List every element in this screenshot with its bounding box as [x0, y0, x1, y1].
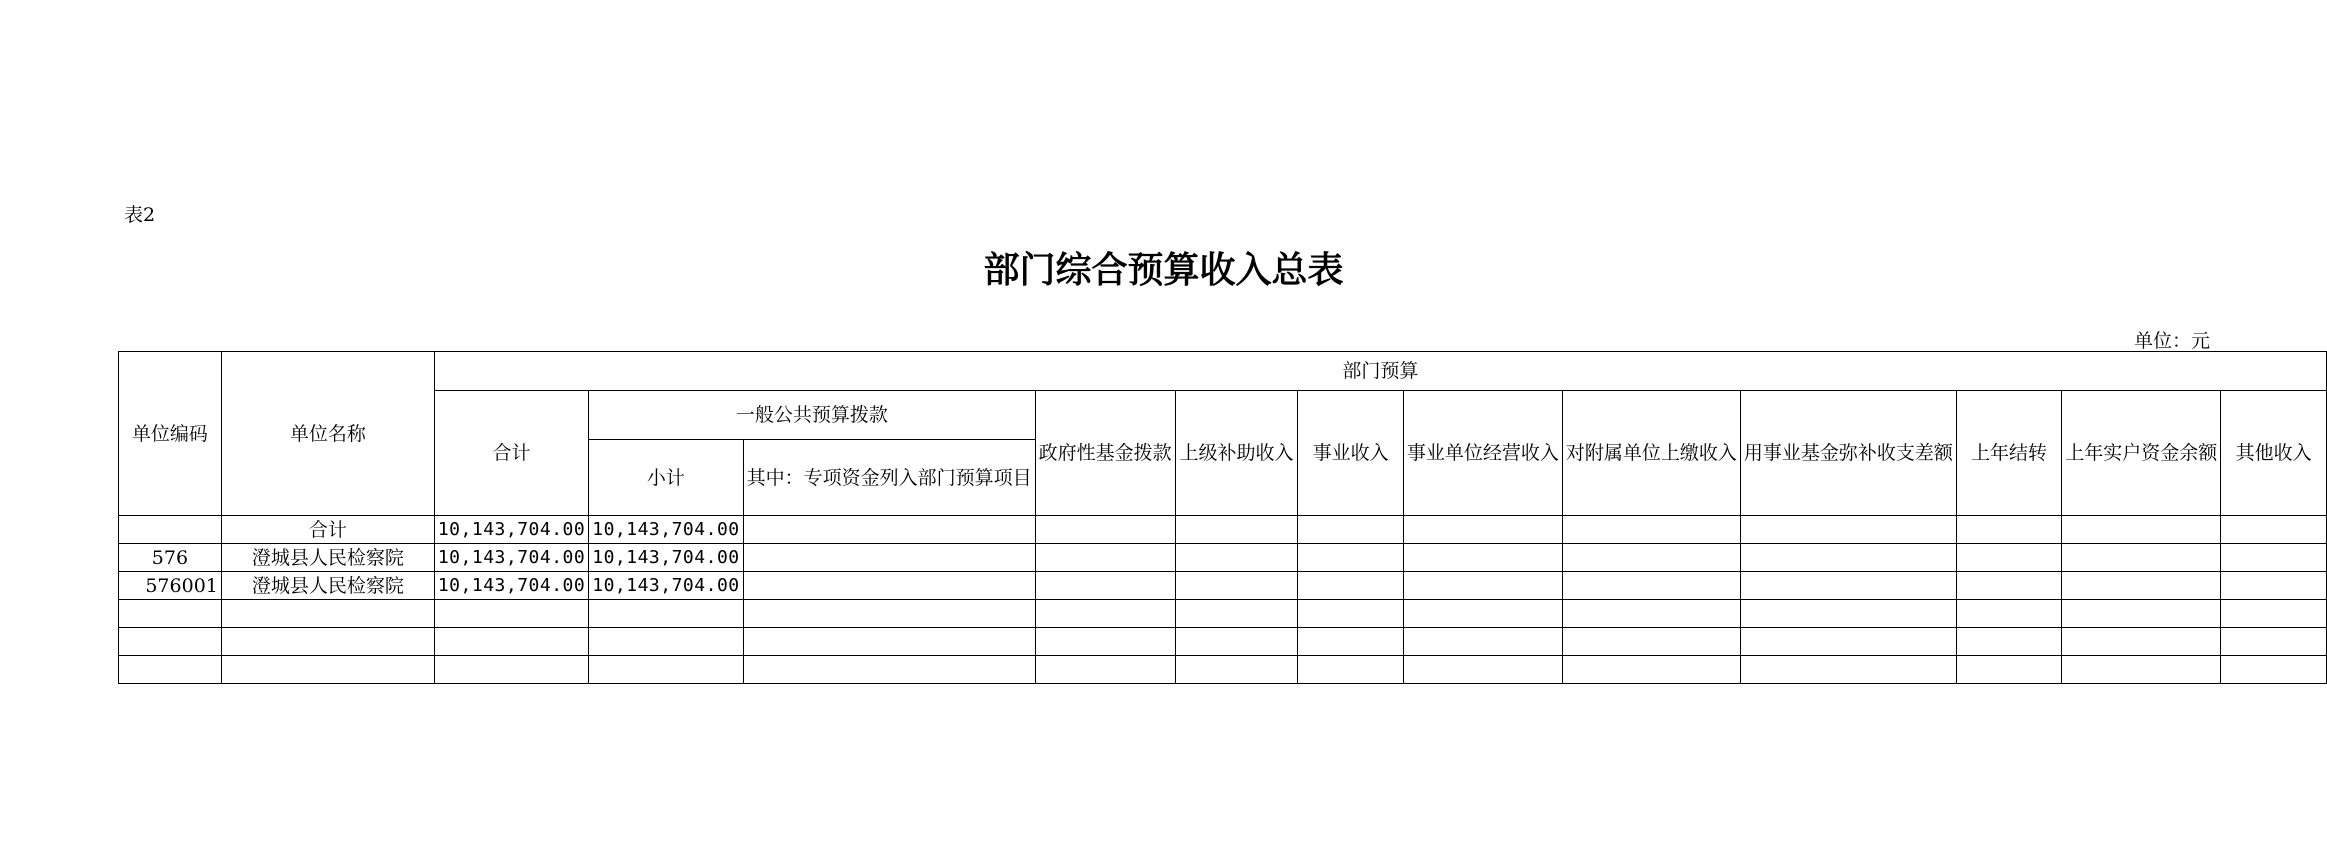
cell-last-year-carry: [1956, 628, 2061, 656]
col-header-total: 合计: [434, 391, 588, 516]
cell-business-fund: [1740, 600, 1956, 628]
cell-unit-name: 澄城县人民检察院: [221, 572, 434, 600]
cell-gov-fund: [1035, 600, 1175, 628]
cell-special-funds: [743, 572, 1035, 600]
cell-special-funds: [743, 516, 1035, 544]
cell-special-funds: [743, 600, 1035, 628]
table-row: [119, 600, 2327, 628]
cell-other-income: [2221, 544, 2327, 572]
cell-subtotal: 10,143,704.00: [589, 516, 743, 544]
cell-total: [434, 656, 588, 684]
cell-other-income: [2221, 572, 2327, 600]
cell-affiliated-income: [1562, 628, 1740, 656]
cell-superior-subsidy: [1175, 628, 1298, 656]
cell-total: 10,143,704.00: [434, 572, 588, 600]
col-header-last-year-carry: 上年结转: [1956, 391, 2061, 516]
col-header-dept-budget: 部门预算: [434, 352, 2326, 391]
cell-last-year-carry: [1956, 656, 2061, 684]
cell-affiliated-income: [1562, 516, 1740, 544]
cell-affiliated-income: [1562, 572, 1740, 600]
col-header-business-fund: 用事业基金弥补收支差额: [1740, 391, 1956, 516]
cell-business-operating: [1403, 656, 1562, 684]
cell-last-year-balance: [2062, 628, 2221, 656]
unit-label: 单位：元: [2133, 330, 2210, 352]
cell-business-income: [1298, 628, 1403, 656]
cell-unit-code: [119, 628, 222, 656]
col-header-affiliated-income: 对附属单位上缴收入: [1562, 391, 1740, 516]
budget-income-table: [118, 351, 2327, 684]
cell-affiliated-income: [1562, 600, 1740, 628]
cell-other-income: [2221, 628, 2327, 656]
cell-unit-code: 576001: [119, 572, 222, 600]
cell-subtotal: 10,143,704.00: [589, 544, 743, 572]
col-header-subtotal: 小计: [589, 440, 743, 516]
cell-unit-code: [119, 656, 222, 684]
cell-subtotal: 10,143,704.00: [589, 572, 743, 600]
cell-business-income: [1298, 572, 1403, 600]
cell-subtotal: [589, 656, 743, 684]
cell-other-income: [2221, 600, 2327, 628]
col-header-special-funds: 其中：专项资金列入部门预算项目: [743, 440, 1035, 516]
cell-business-operating: [1403, 516, 1562, 544]
cell-affiliated-income: [1562, 544, 1740, 572]
cell-business-income: [1298, 600, 1403, 628]
cell-last-year-carry: [1956, 544, 2061, 572]
page-title: 部门综合预算收入总表: [983, 250, 1344, 291]
col-header-unit-code: 单位编码: [119, 352, 222, 516]
cell-business-fund: [1740, 516, 1956, 544]
col-header-general-public: 一般公共预算拨款: [589, 391, 1035, 440]
col-header-superior-subsidy: 上级补助收入: [1175, 391, 1298, 516]
cell-total: [434, 600, 588, 628]
cell-affiliated-income: [1562, 656, 1740, 684]
cell-unit-name: [221, 628, 434, 656]
col-header-unit-name: 单位名称: [221, 352, 434, 516]
cell-business-operating: [1403, 544, 1562, 572]
cell-last-year-balance: [2062, 572, 2221, 600]
cell-total: 10,143,704.00: [434, 516, 588, 544]
cell-business-operating: [1403, 628, 1562, 656]
cell-gov-fund: [1035, 544, 1175, 572]
table-row: [119, 516, 2327, 544]
cell-total: 10,143,704.00: [434, 544, 588, 572]
cell-business-fund: [1740, 544, 1956, 572]
cell-last-year-balance: [2062, 544, 2221, 572]
cell-gov-fund: [1035, 628, 1175, 656]
cell-last-year-carry: [1956, 516, 2061, 544]
table-body: [119, 516, 2327, 684]
table-row: [119, 656, 2327, 684]
cell-special-funds: [743, 656, 1035, 684]
cell-subtotal: [589, 628, 743, 656]
cell-business-fund: [1740, 628, 1956, 656]
col-header-business-operating: 事业单位经营收入: [1403, 391, 1562, 516]
cell-superior-subsidy: [1175, 544, 1298, 572]
cell-business-fund: [1740, 656, 1956, 684]
cell-gov-fund: [1035, 572, 1175, 600]
cell-unit-name: 澄城县人民检察院: [221, 544, 434, 572]
cell-last-year-balance: [2062, 600, 2221, 628]
table-number-label: 表2: [124, 204, 156, 226]
cell-gov-fund: [1035, 516, 1175, 544]
cell-superior-subsidy: [1175, 656, 1298, 684]
cell-other-income: [2221, 656, 2327, 684]
cell-last-year-carry: [1956, 572, 2061, 600]
cell-gov-fund: [1035, 656, 1175, 684]
col-header-business-income: 事业收入: [1298, 391, 1403, 516]
cell-last-year-balance: [2062, 516, 2221, 544]
cell-business-operating: [1403, 572, 1562, 600]
cell-last-year-carry: [1956, 600, 2061, 628]
cell-business-fund: [1740, 572, 1956, 600]
cell-business-income: [1298, 516, 1403, 544]
cell-subtotal: [589, 600, 743, 628]
cell-unit-code: [119, 516, 222, 544]
cell-special-funds: [743, 544, 1035, 572]
cell-unit-name: [221, 656, 434, 684]
cell-special-funds: [743, 628, 1035, 656]
cell-total: [434, 628, 588, 656]
col-header-gov-fund: 政府性基金拨款: [1035, 391, 1175, 516]
table-row: [119, 628, 2327, 656]
cell-unit-name: 合计: [221, 516, 434, 544]
cell-other-income: [2221, 516, 2327, 544]
cell-unit-code: 576: [119, 544, 222, 572]
cell-unit-name: [221, 600, 434, 628]
cell-superior-subsidy: [1175, 600, 1298, 628]
table-row: [119, 544, 2327, 572]
table-row: [119, 572, 2327, 600]
cell-business-operating: [1403, 600, 1562, 628]
cell-business-income: [1298, 544, 1403, 572]
cell-last-year-balance: [2062, 656, 2221, 684]
col-header-other-income: 其他收入: [2221, 391, 2327, 516]
cell-unit-code: [119, 600, 222, 628]
cell-superior-subsidy: [1175, 572, 1298, 600]
cell-business-income: [1298, 656, 1403, 684]
col-header-last-year-balance: 上年实户资金余额: [2062, 391, 2221, 516]
cell-superior-subsidy: [1175, 516, 1298, 544]
